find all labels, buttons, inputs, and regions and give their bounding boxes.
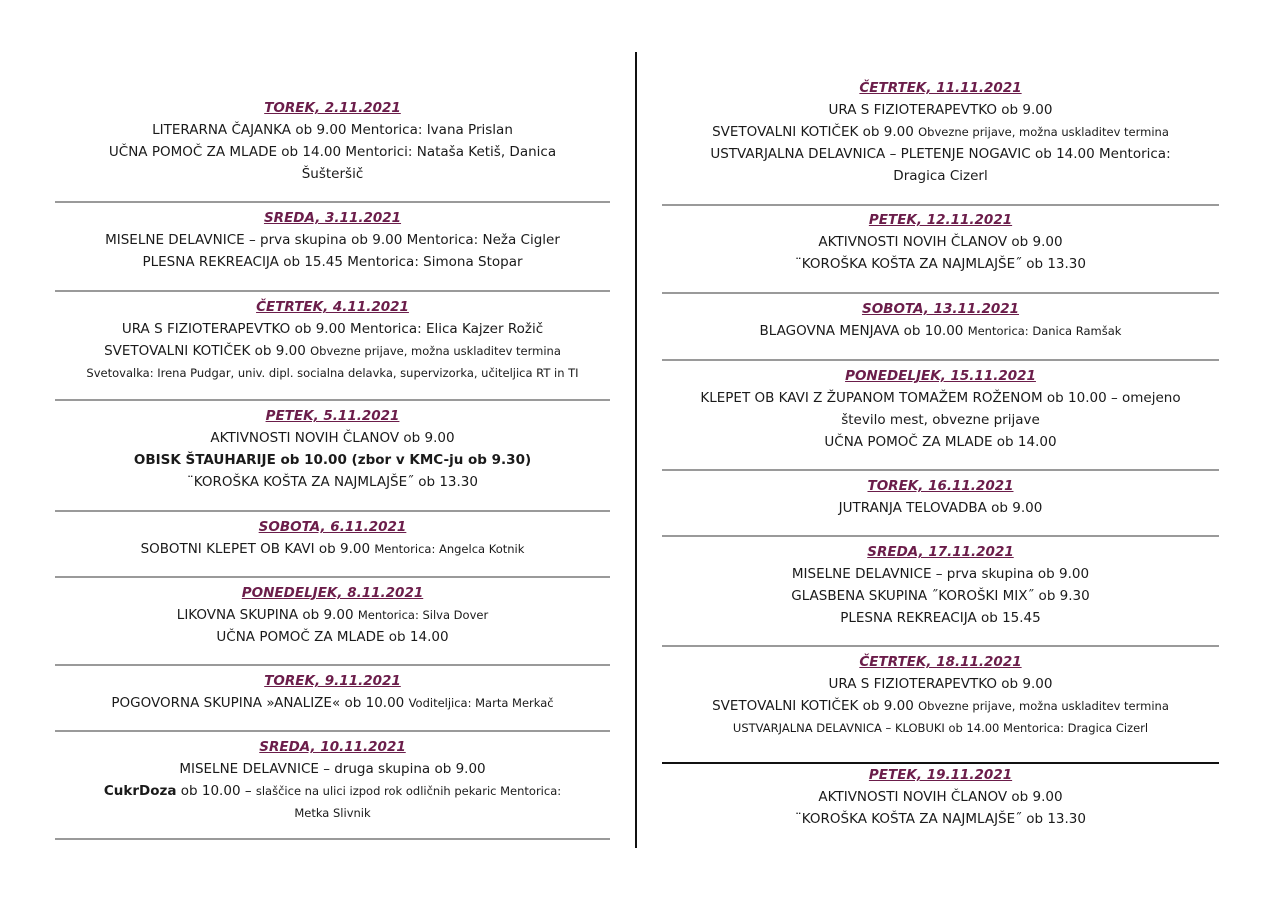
event-line [55, 471, 610, 493]
event-line [55, 780, 610, 802]
section-separator [662, 645, 1219, 647]
event-line [662, 717, 1219, 739]
day-block [662, 475, 1219, 519]
event-text: BLAGOVNA MENJAVA ob 10.00 [759, 323, 968, 339]
section-separator [662, 469, 1219, 471]
day-title: ČETRTEK, 18.11.2021 [859, 654, 1022, 670]
event-line [662, 320, 1219, 342]
section-separator [662, 204, 1219, 206]
day-title: PONEDELJEK, 15.11.2021 [845, 368, 1036, 384]
event-text: UČNA POMOČ ZA MLADE ob 14.00 [824, 434, 1057, 450]
event-text: MISELNE DELAVNICE – prva skupina ob 9.00 [791, 566, 1090, 582]
event-text: LITERARNA ČAJANKA ob 9.00 Mentorica: Ivana Prislan [152, 122, 513, 138]
day-block [662, 365, 1219, 453]
event-text: USTVARJALNA DELAVNICA – KLOBUKI ob 14.00 Mentorica: Dragica Cizerl [732, 721, 1149, 735]
event-line [55, 340, 610, 362]
event-text: SVETOVALNI KOTIČEK ob 9.00 [104, 343, 311, 359]
event-line [55, 141, 610, 163]
event-text: slaščice na ulici izpod rok odličnih pekaric Mentorica: [255, 784, 562, 798]
day-title: TOREK, 9.11.2021 [264, 673, 401, 689]
event-text: Dragica Cizerl [893, 168, 988, 184]
day-block [55, 670, 610, 714]
event-line [55, 626, 610, 648]
day-block [55, 97, 610, 185]
event-text: SVETOVALNI KOTIČEK ob 9.00 [712, 698, 919, 714]
day-title: PETEK, 5.11.2021 [265, 408, 400, 424]
event-line [55, 318, 610, 340]
event-line [662, 607, 1219, 629]
event-text: SVETOVALNI KOTIČEK ob 9.00 [712, 124, 919, 140]
event-line [662, 231, 1219, 253]
event-line [662, 99, 1219, 121]
event-text: MISELNE DELAVNICE – druga skupina ob 9.00 [179, 761, 486, 777]
event-text: POGOVORNA SKUPINA »ANALIZE« ob 10.00 [111, 695, 409, 711]
section-separator [55, 838, 610, 840]
day-title: SOBOTA, 6.11.2021 [258, 519, 407, 535]
day-block [55, 516, 610, 560]
day-title: SREDA, 10.11.2021 [259, 739, 406, 755]
event-text: GLASBENA SKUPINA ˝KOROŠKI MIX˝ ob 9.30 [791, 588, 1090, 604]
event-text: OBISK ŠTAUHARIJE ob 10.00 (zbor v KMC-ju ob 9.30) [133, 452, 532, 468]
event-text: Voditeljica: Marta Merkač [408, 696, 554, 710]
event-line [55, 427, 610, 449]
event-text: LIKOVNA SKUPINA ob 9.00 [176, 607, 358, 623]
day-block [55, 582, 610, 648]
section-separator [55, 664, 610, 666]
event-line [55, 449, 610, 471]
event-text: URA S FIZIOTERAPEVTKO ob 9.00 Mentorica: Elica Kajzer Rožič [121, 321, 544, 337]
event-text: ob 10.00 – [176, 783, 256, 799]
day-block [662, 209, 1219, 275]
day-block [55, 405, 610, 493]
section-separator [55, 290, 610, 292]
event-line [662, 563, 1219, 585]
day-block [55, 736, 610, 824]
event-line [662, 253, 1219, 275]
event-line [55, 692, 610, 714]
day-title: PETEK, 19.11.2021 [868, 767, 1013, 783]
event-line [662, 786, 1219, 808]
day-title: PETEK, 12.11.2021 [868, 212, 1013, 228]
event-line [662, 143, 1219, 165]
event-text: Šušteršič [301, 166, 364, 182]
day-block [662, 77, 1219, 187]
event-line [55, 538, 610, 560]
day-title: ČETRTEK, 11.11.2021 [859, 80, 1022, 96]
event-text: AKTIVNOSTI NOVIH ČLANOV ob 9.00 [818, 234, 1063, 250]
event-line [662, 409, 1219, 431]
event-line [662, 585, 1219, 607]
event-line [662, 121, 1219, 143]
day-block [662, 298, 1219, 342]
event-text: USTVARJALNA DELAVNICA – PLETENJE NOGAVIC ob 14.00 Mentorica: [710, 146, 1171, 162]
event-text: URA S FIZIOTERAPEVTKO ob 9.00 [828, 102, 1053, 118]
day-title: SREDA, 17.11.2021 [867, 544, 1014, 560]
event-line [662, 497, 1219, 519]
section-separator [662, 535, 1219, 537]
event-line [55, 163, 610, 185]
day-block [662, 764, 1219, 830]
day-block [662, 651, 1219, 739]
event-text: MISELNE DELAVNICE – prva skupina ob 9.00 Mentorica: Neža Cigler [105, 232, 560, 248]
event-text: UČNA POMOČ ZA MLADE ob 14.00 [216, 629, 449, 645]
event-text: PLESNA REKREACIJA ob 15.45 [840, 610, 1041, 626]
event-text: AKTIVNOSTI NOVIH ČLANOV ob 9.00 [210, 430, 455, 446]
day-block [55, 207, 610, 273]
event-line [55, 604, 610, 626]
section-separator [662, 762, 1219, 764]
section-separator [662, 359, 1219, 361]
event-text: ¨KOROŠKA KOŠTA ZA NAJMLAJŠE˝ ob 13.30 [187, 474, 478, 490]
event-line [55, 251, 610, 273]
event-text: ¨KOROŠKA KOŠTA ZA NAJMLAJŠE˝ ob 13.30 [795, 811, 1086, 827]
event-line [55, 802, 610, 824]
event-line [662, 165, 1219, 187]
event-line [55, 229, 610, 251]
event-text: JUTRANJA TELOVADBA ob 9.00 [838, 500, 1043, 516]
day-title: TOREK, 16.11.2021 [867, 478, 1014, 494]
section-separator [55, 399, 610, 401]
column-divider [635, 52, 637, 848]
event-line [662, 695, 1219, 717]
event-line [662, 673, 1219, 695]
event-text: Mentorica: Silva Dover [357, 608, 489, 622]
event-line [662, 387, 1219, 409]
event-text: Obvezne prijave, možna uskladitev termina [918, 699, 1169, 713]
event-text: Mentorica: Danica Ramšak [967, 324, 1122, 338]
event-text: CukrDoza [103, 783, 177, 799]
event-text: ¨KOROŠKA KOŠTA ZA NAJMLAJŠE˝ ob 13.30 [795, 256, 1086, 272]
section-separator [662, 292, 1219, 294]
event-line [662, 431, 1219, 453]
section-separator [55, 510, 610, 512]
event-text: AKTIVNOSTI NOVIH ČLANOV ob 9.00 [818, 789, 1063, 805]
day-title: ČETRTEK, 4.11.2021 [256, 299, 409, 315]
event-text: URA S FIZIOTERAPEVTKO ob 9.00 [828, 676, 1053, 692]
event-text: Mentorica: Angelca Kotnik [374, 542, 525, 556]
section-separator [55, 730, 610, 732]
event-line [55, 758, 610, 780]
event-text: število mest, obvezne prijave [841, 412, 1040, 428]
day-title: PONEDELJEK, 8.11.2021 [241, 585, 424, 601]
day-block [662, 541, 1219, 629]
event-line [55, 362, 610, 384]
event-line [662, 808, 1219, 830]
day-title: SREDA, 3.11.2021 [263, 210, 402, 226]
event-text: KLEPET OB KAVI Z ŽUPANOM TOMAŽEM ROŽENOM ob 10.00 – omejeno [700, 390, 1181, 406]
event-text: Svetovalka: Irena Pudgar, univ. dipl. socialna delavka, supervizorka, učiteljica RT in TI [86, 366, 579, 380]
event-text: SOBOTNI KLEPET OB KAVI ob 9.00 [140, 541, 375, 557]
event-text: Obvezne prijave, možna uskladitev termina [310, 344, 561, 358]
event-text: Metka Slivnik [294, 806, 371, 820]
event-line [55, 119, 610, 141]
event-text: Obvezne prijave, možna uskladitev termina [918, 125, 1169, 139]
day-title: SOBOTA, 13.11.2021 [861, 301, 1020, 317]
section-separator [55, 576, 610, 578]
event-text: PLESNA REKREACIJA ob 15.45 Mentorica: Simona Stopar [142, 254, 523, 270]
event-text: UČNA POMOČ ZA MLADE ob 14.00 Mentorici: Nataša Ketiš, Danica [108, 144, 557, 160]
day-block [55, 296, 610, 384]
section-separator [55, 201, 610, 203]
day-title: TOREK, 2.11.2021 [264, 100, 401, 116]
